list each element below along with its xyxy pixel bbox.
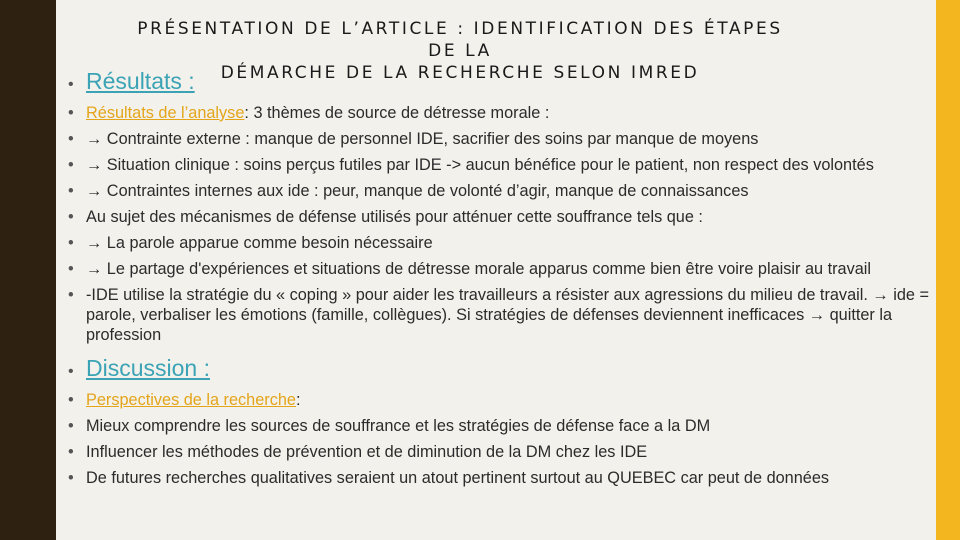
list-item: • → La parole apparue comme besoin nécessaire [68, 233, 952, 253]
list-item: • → Contraintes internes aux ide : peur, manque de volonté d’agir, manque de connaissances [68, 181, 952, 201]
perspectives-text: : [295, 391, 301, 409]
discussion-heading-link[interactable]: Discussion : [86, 355, 210, 381]
list-item: • → Le partage d'expériences et situations de détresse morale apparus comme bien être voire plaisir au travail [68, 259, 952, 279]
list-item: • → Contrainte externe : manque de personnel IDE, sacrifier des soins par manque de moyens [68, 129, 952, 149]
slide-content [68, 66, 952, 488]
list-item: • Au sujet des mécanismes de défense utilisés pour atténuer cette souffrance tels que : [68, 207, 952, 227]
list-item: • Mieux comprendre les sources de souffrance et les stratégies de défense face a la DM [68, 416, 952, 436]
list-item: • -IDE utilise la stratégie du « coping » pour aider les travailleurs a résister aux agressions du milieu de travail. → ide = parole, verbaliser les émotions (famille, collègues). Si stratégies de défenses deviennent inefficaces → quitter la profession [68, 285, 952, 345]
resultats-heading-link[interactable]: Résultats : [86, 68, 195, 94]
list-item: • → Situation clinique : soins perçus futiles par IDE -> aucun bénéfice pour le patient, non respect des volontés [68, 155, 952, 175]
resultats-heading [68, 66, 952, 96]
list-item: • De futures recherches qualitatives seraient un atout pertinent surtout au QUEBEC car peut de données [68, 468, 952, 488]
perspectives-link[interactable]: Perspectives de la recherche [86, 391, 296, 409]
slide-title-line-2: DÉMARCHE DE LA RECHERCHE SELON IMRED [220, 63, 700, 83]
analysis-text: : 3 thèmes de source de détresse morale : [244, 104, 550, 122]
slide-title-line-1: PRÉSENTATION DE L’ARTICLE : IDENTIFICATION DES ÉTAPES DE LA [137, 19, 783, 61]
list-item: • Influencer les méthodes de prévention et de diminution de la DM chez les IDE [68, 442, 952, 462]
analysis-link[interactable]: Résultats de l’analyse [86, 104, 245, 122]
analysis-bullet [68, 103, 952, 123]
discussion-heading [68, 353, 952, 383]
left-decorative-bar [0, 0, 56, 540]
perspectives-bullet [68, 390, 952, 410]
